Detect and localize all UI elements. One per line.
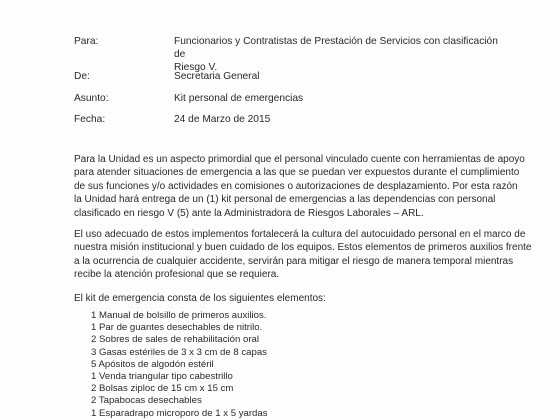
paragraph-line: El kit de emergencia consta de los siguientes elementos: xyxy=(74,293,326,304)
list-item: 2 Sobres de sales de rehabilitación oral xyxy=(91,334,259,346)
list-item: 1 Par de guantes desechables de nitrilo. xyxy=(91,322,263,334)
para-value xyxy=(174,35,504,74)
list-item: 1 Esparadrapo microporo de 1 x 5 yardas xyxy=(91,407,268,419)
list-item: 1 Manual de bolsillo de primeros auxilios. xyxy=(91,310,267,321)
list-item: 1 Venda triangular tipo cabestrillo xyxy=(91,371,233,383)
para-value-line1: Funcionarios y Contratistas de Prestación de Servicios con clasificación de xyxy=(174,36,498,60)
paragraph-line: para atender situaciones de emergencia a las que se puedan ver expuestos durante el cumplimiento xyxy=(74,167,520,179)
paragraph-line: clasificado en riesgo V (5) ante la Administradora de Riesgos Laborales – ARL. xyxy=(74,207,424,219)
paragraph-line: a la ocurrencia de cualquier accidente, servirán para mitigar el riesgo de manera temporal mientras xyxy=(74,255,514,267)
de-value: Secretaria General xyxy=(174,71,260,82)
paragraph-line: recibe la atención profesional que se requiera. xyxy=(74,269,280,281)
para-label: Para: xyxy=(74,36,99,47)
kit-items-list xyxy=(91,310,268,420)
list-item: 3 Gasas estériles de 3 x 3 cm de 8 capas xyxy=(91,346,267,358)
list-item: 5 Apósitos de algodón estéril xyxy=(91,358,214,370)
asunto-label: Asunto: xyxy=(74,93,109,104)
asunto-value: Kit personal de emergencias xyxy=(174,93,304,104)
paragraph-kit-intro xyxy=(74,292,492,305)
para-value-line2: Riesgo V. xyxy=(174,62,218,73)
de-label: De: xyxy=(74,71,90,82)
fecha-label: Fecha: xyxy=(74,114,106,125)
paragraph-line: nuestra misión institucional y buen cuidado de los equipos. Estos elementos de primeros auxilios frente xyxy=(74,242,532,254)
fecha-value: 24 de Marzo de 2015 xyxy=(174,114,271,125)
list-item: 2 Tapabocas desechables xyxy=(91,395,202,407)
list-item: 2 Bolsas ziploc de 15 cm x 15 cm xyxy=(91,383,234,395)
paragraph-line: de sus funciones y/o actividades en comisiones o autorizaciones de desplazamiento. Por esta razón xyxy=(74,180,518,192)
paragraph-line: El uso adecuado de estos implementos fortalecerá la cultura del autocuidado personal en el marco de xyxy=(74,229,526,240)
paragraph-line: la Unidad hará entrega de un (1) kit personal de emergencias a las dependencias con personal xyxy=(74,194,496,206)
paragraph-line: Para la Unidad es un aspecto primordial que el personal vinculado cuente con herramientas de apoyo xyxy=(74,154,525,165)
paragraph-intro xyxy=(74,153,525,220)
paragraph-usage xyxy=(74,228,532,282)
